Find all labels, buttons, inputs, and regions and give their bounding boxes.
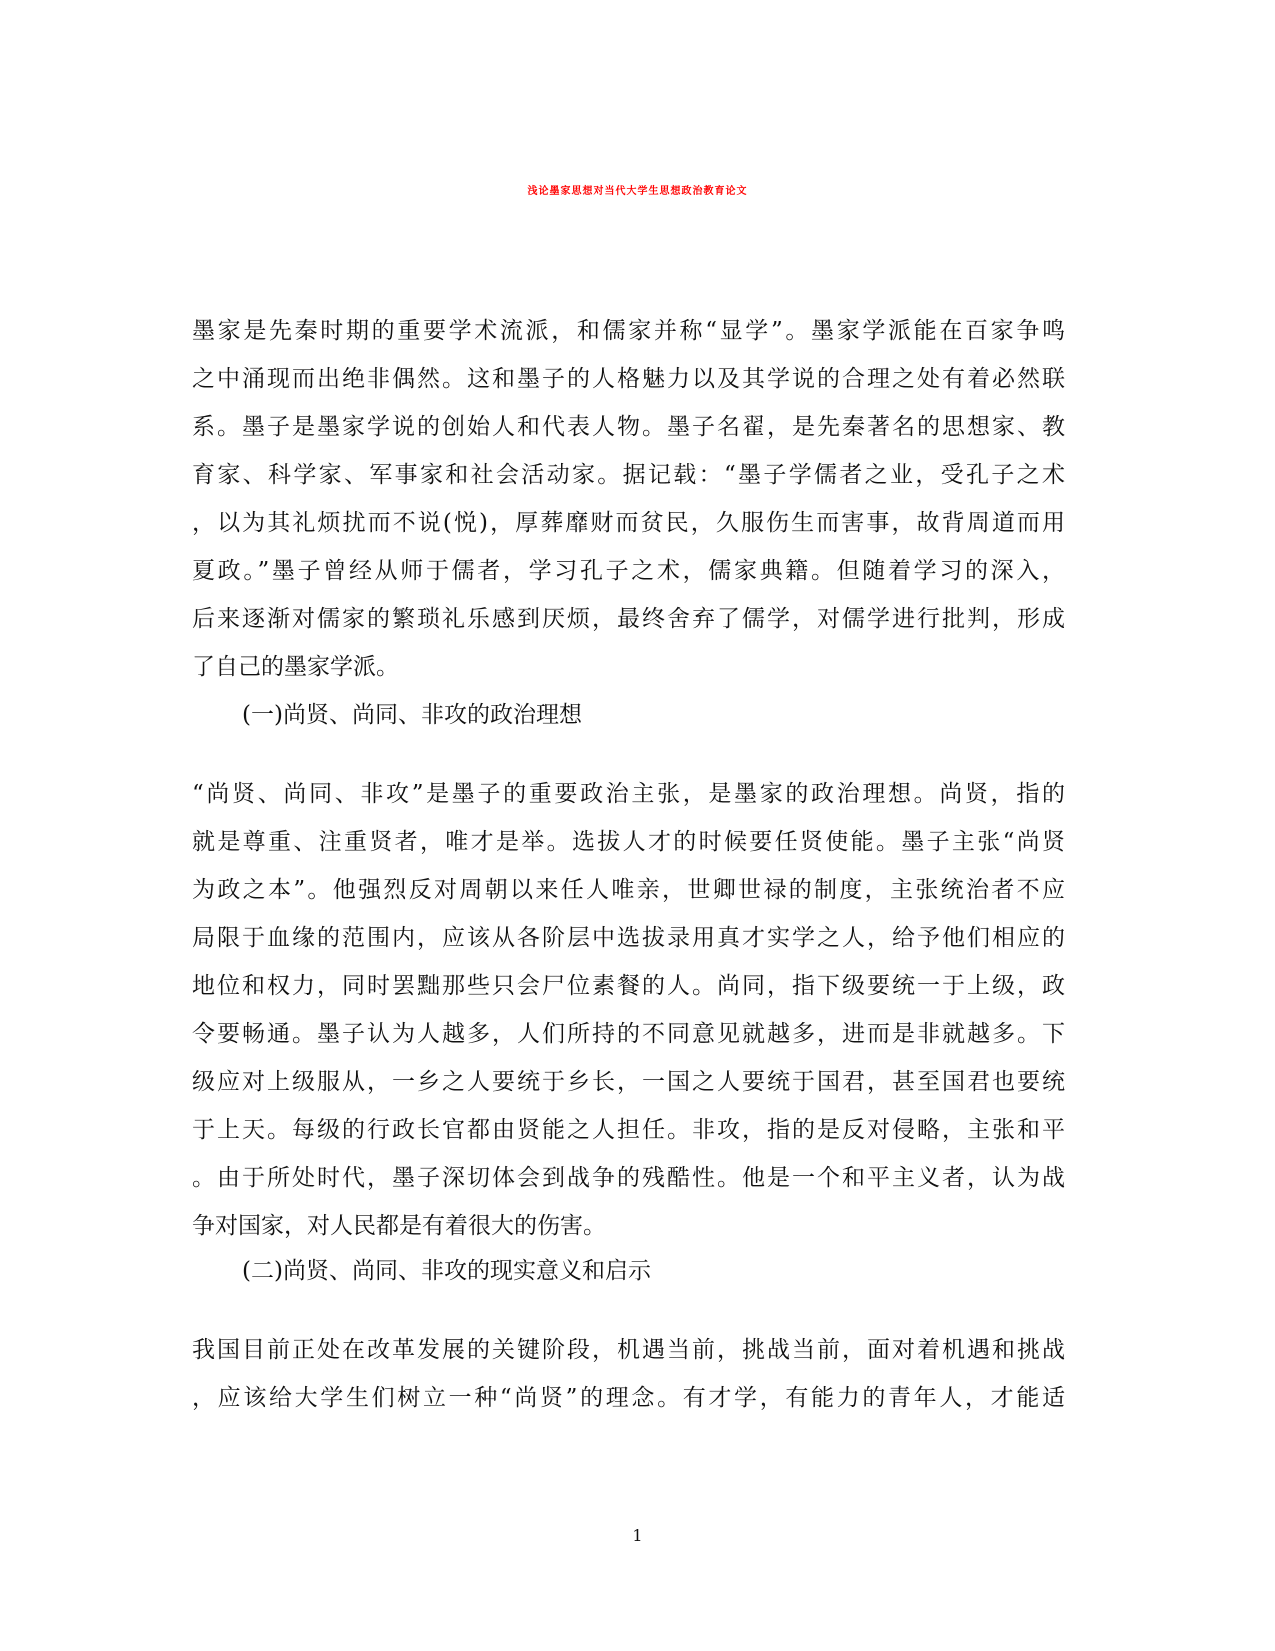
text-line: 令要畅通。墨子认为人越多，人们所持的不同意见就越多，进而是非就越多。下 <box>192 1021 1065 1047</box>
text-line: “尚贤、尚同、非攻”是墨子的重要政治主张，是墨家的政治理想。尚贤，指的 <box>192 781 1065 807</box>
text-line: 。由于所处时代，墨子深切体会到战争的残酷性。他是一个和平主义者，认为战 <box>192 1165 1065 1191</box>
text-line: 就是尊重、注重贤者，唯才是举。选拔人才的时候要任贤使能。墨子主张“尚贤 <box>192 829 1065 855</box>
text-line: 之中涌现而出绝非偶然。这和墨子的人格魅力以及其学说的合理之处有着必然联 <box>192 366 1065 392</box>
text-line: 我国目前正处在改革发展的关键阶段，机遇当前，挑战当前，面对着机遇和挑战 <box>192 1337 1065 1363</box>
text-line: 夏政。”墨子曾经从师于儒者，学习孔子之术，儒家典籍。但随着学习的深入， <box>192 558 1065 584</box>
paragraph-political-ideal <box>192 770 1065 1250</box>
text-line: 育家、科学家、军事家和社会活动家。据记载：“墨子学儒者之业，受孔子之术 <box>192 462 1065 488</box>
paragraph-intro <box>192 307 1065 691</box>
text-line: 于上天。每级的行政长官都由贤能之人担任。非攻，指的是反对侵略，主张和平 <box>192 1117 1065 1143</box>
text-line: 地位和权力，同时罢黜那些只会尸位素餐的人。尚同，指下级要统一于上级，政 <box>192 973 1065 999</box>
section-heading-2: (二)尚贤、尚同、非攻的现实意义和启示 <box>242 1258 651 1284</box>
text-line: ，以为其礼烦扰而不说(悦)，厚葬靡财而贫民，久服伤生而害事，故背周道而用 <box>192 510 1065 536</box>
text-line: 局限于血缘的范围内，应该从各阶层中选拔录用真才实学之人，给予他们相应的 <box>192 925 1065 951</box>
text-line: 争对国家，对人民都是有着很大的伤害。 <box>192 1213 606 1239</box>
text-line: 级应对上级服从，一乡之人要统于乡长，一国之人要统于国君，甚至国君也要统 <box>192 1069 1065 1095</box>
text-line: 系。墨子是墨家学说的创始人和代表人物。墨子名翟，是先秦著名的思想家、教 <box>192 414 1065 440</box>
text-line: 后来逐渐对儒家的繁琐礼乐感到厌烦，最终舍弃了儒学，对儒学进行批判，形成 <box>192 606 1065 632</box>
page-number: 1 <box>632 1526 643 1545</box>
document-title: 浅论墨家思想对当代大学生思想政治教育论文 <box>527 186 748 197</box>
text-line: 了自己的墨家学派。 <box>192 654 399 680</box>
text-line: 墨家是先秦时期的重要学术流派，和儒家并称“显学”。墨家学派能在百家争鸣 <box>192 318 1065 344</box>
text-line: 为政之本”。他强烈反对周朝以来任人唯亲，世卿世禄的制度，主张统治者不应 <box>192 877 1065 903</box>
paragraph-significance <box>192 1326 1065 1422</box>
text-line: ，应该给大学生们树立一种“尚贤”的理念。有才学，有能力的青年人，才能适 <box>192 1385 1065 1411</box>
section-heading-1: (一)尚贤、尚同、非攻的政治理想 <box>242 702 582 728</box>
